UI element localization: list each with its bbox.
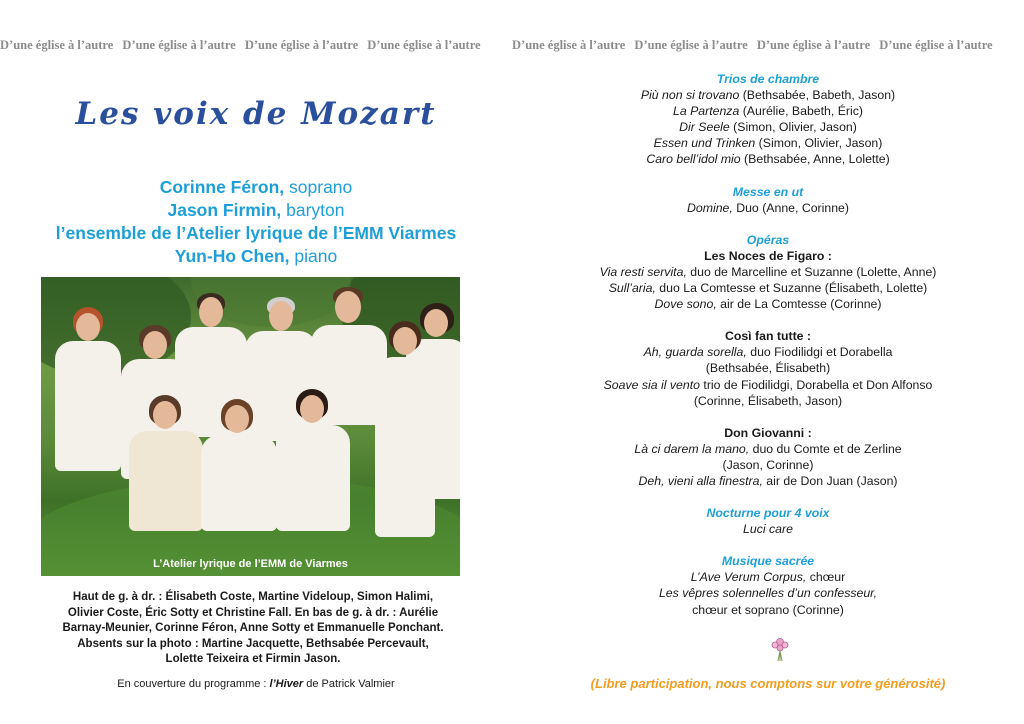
work-title: Essen und Trinken <box>653 136 756 151</box>
program-item <box>512 521 1024 537</box>
program-item <box>512 569 1024 585</box>
cover-prefix: En couverture du programme : <box>117 678 270 690</box>
program-item: (Bethsabée, Élisabeth) <box>705 361 831 376</box>
credits-line: Absents sur la photo : Martine Jacquette, Bethsabée Percevault, <box>77 637 429 650</box>
work-detail: chœur <box>806 570 846 585</box>
performer-name: Corinne Féron, <box>159 177 285 197</box>
opera-title-cosi: Così fan tutte : <box>724 329 812 344</box>
work-title: Sull’aria, <box>608 281 656 296</box>
performer-name: Yun-Ho Chen, <box>174 246 290 266</box>
work-title: Luci care <box>743 522 793 537</box>
photo-credits <box>30 590 476 668</box>
performer-baryton <box>0 199 512 222</box>
program-item <box>512 585 1024 601</box>
program-item <box>512 87 1024 103</box>
performer-role: soprano <box>289 177 353 197</box>
section-heading-trios: Trios de chambre <box>716 72 820 86</box>
program <box>512 71 1024 618</box>
work-title: Via resti servita, <box>599 264 687 279</box>
cover-suffix: de Patrick Valmier <box>303 678 395 690</box>
program-item <box>512 377 1024 393</box>
banner-text: D’une église à l’autre <box>122 38 236 52</box>
program-item <box>512 103 1024 119</box>
flower-bouquet-icon <box>768 635 792 663</box>
section-heading-messe: Messe en ut <box>732 184 804 199</box>
work-title: Ah, guarda sorella, <box>643 345 747 360</box>
program-item <box>512 280 1024 296</box>
work-title: Les vêpres solennelles d’un confesseur, <box>658 586 878 601</box>
performer-soprano <box>0 176 512 199</box>
work-detail: air de Don Juan (Jason) <box>762 473 898 488</box>
program-item <box>512 264 1024 280</box>
work-detail: (Simon, Olivier, Jason) <box>755 136 883 151</box>
performer-role: baryton <box>286 200 345 220</box>
work-detail: (Simon, Olivier, Jason) <box>729 120 857 135</box>
program-item: (Jason, Corinne) <box>722 457 814 472</box>
credits-line: Haut de g. à dr. : Élisabeth Coste, Martine Videloup, Simon Halimi, <box>72 591 434 603</box>
banner-text: D’une église à l’autre <box>244 38 359 52</box>
closing-note: (Libre participation, nous comptons sur votre générosité) <box>590 676 946 691</box>
banner-text: D’une église à l’autre <box>756 38 871 52</box>
banner-text: D’une église à l’autre <box>0 38 114 52</box>
section-heading-sacree: Musique sacrée <box>721 554 815 569</box>
program-item <box>512 473 1024 489</box>
work-title: Là ci darem la mano, <box>634 441 750 456</box>
program-item <box>512 135 1024 151</box>
photo-caption: L’Atelier lyrique de l’EMM de Viarmes <box>153 558 348 570</box>
performer-ensemble <box>0 222 512 245</box>
work-title: L’Ave Verum Corpus, <box>690 570 807 585</box>
performers-list <box>0 176 512 268</box>
performer-name: l’ensemble de l’Atelier lyrique de l’EMM Viarmes <box>55 223 457 243</box>
program-item <box>512 200 1024 216</box>
work-title: Dove sono, <box>654 297 717 312</box>
section-heading-nocturne: Nocturne pour 4 voix <box>706 506 830 521</box>
program-item <box>512 296 1024 312</box>
program-item: chœur et soprano (Corinne) <box>692 602 844 617</box>
work-detail: (Bethsabée, Babeth, Jason) <box>739 88 896 103</box>
work-title: La Partenza <box>672 104 740 119</box>
performer-piano <box>0 245 512 268</box>
right-page <box>512 0 1024 724</box>
page-title: Les voix de Mozart <box>75 96 437 132</box>
work-title: Caro bell’idol mio <box>646 152 741 167</box>
opera-title-giovanni: Don Giovanni : <box>724 425 812 440</box>
work-detail: duo Fiodilidgi et Dorabella <box>746 345 893 360</box>
performer-name: Jason Firmin, <box>167 200 282 220</box>
program-item <box>512 441 1024 457</box>
section-heading-operas: Opéras <box>746 232 790 247</box>
banner-text: D’une église à l’autre <box>512 38 626 52</box>
program-item <box>512 344 1024 360</box>
work-detail: trio de Fiodilidgi, Dorabella et Don Alfonso <box>699 377 933 392</box>
work-title: Deh, vieni alla finestra, <box>638 473 763 488</box>
work-detail: (Bethsabée, Anne, Lolette) <box>740 152 890 167</box>
work-detail: (Aurélie, Babeth, Éric) <box>739 104 863 119</box>
program-item <box>512 119 1024 135</box>
credits-line: Olivier Coste, Éric Sotty et Christine Fall. En bas de g. à dr. : Aurélie <box>67 606 439 619</box>
opera-title-figaro: Les Noces de Figaro : <box>704 248 832 263</box>
work-detail: duo du Comte et de Zerline <box>749 441 902 456</box>
work-detail: Duo (Anne, Corinne) <box>732 200 849 215</box>
cover-note <box>0 678 512 690</box>
performer-role: piano <box>294 246 338 266</box>
banner-text: D’une église à l’autre <box>879 38 993 52</box>
program-item <box>512 151 1024 167</box>
work-detail: air de La Comtesse (Corinne) <box>716 297 882 312</box>
work-title: Domine, <box>687 200 733 215</box>
credits-line: Barnay-Meunier, Corinne Féron, Anne Sotty et Emmanuelle Ponchant. <box>62 622 444 634</box>
work-title: Dir Seele <box>679 120 730 135</box>
work-detail: duo La Comtesse et Suzanne (Élisabeth, Lolette) <box>655 281 928 296</box>
cover-title: l’Hiver <box>269 678 304 690</box>
group-photo <box>41 277 460 576</box>
work-detail: duo de Marcelline et Suzanne (Lolette, Anne) <box>686 264 937 279</box>
banner-text: D’une église à l’autre <box>367 38 481 52</box>
credits-line: Lolette Teixeira et Firmin Jason. <box>165 653 341 665</box>
program-item: (Corinne, Élisabeth, Jason) <box>693 393 843 408</box>
work-title: Soave sia il vento <box>603 377 700 392</box>
banner-text: D’une église à l’autre <box>634 38 748 52</box>
work-title: Più non si trovano <box>640 88 740 103</box>
